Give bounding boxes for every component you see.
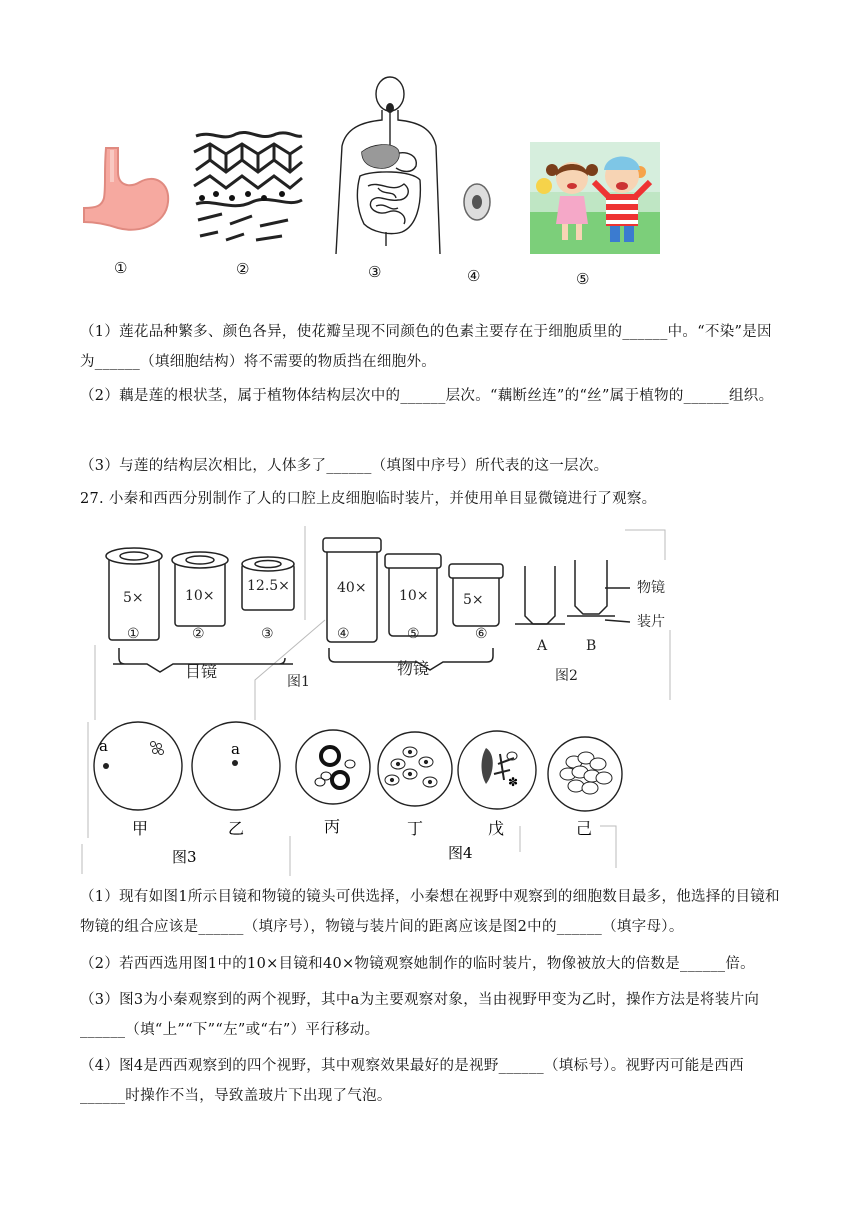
- figure-3-caption: 图3: [172, 848, 197, 866]
- figure-4-caption: 图4: [448, 844, 473, 862]
- figure-label-3: ③: [368, 263, 382, 281]
- fig2-a-label: A: [537, 638, 548, 654]
- lens-number-4: ④: [337, 626, 350, 642]
- fig4-view-bing: 丙: [324, 817, 341, 836]
- fig2-slide-label: 装片: [637, 614, 665, 630]
- lens-number-5: ⑤: [407, 626, 420, 642]
- lens-number-2: ②: [192, 626, 205, 642]
- figure-label-1: ①: [114, 259, 128, 277]
- fig3-view-yi: 乙: [228, 819, 245, 838]
- lens-label-2: 10×: [185, 588, 215, 604]
- figure-1-caption: 图1: [287, 674, 310, 690]
- question-27-1: （1）现有如图1所示目镜和物镜的镜头可供选择，小秦想在视野中观察到的细胞数目最多，他选择的目镜和物镜的组合应该是______（填序号），物镜与装片间的距离应该是图2中的______（填字母）。: [80, 889, 780, 935]
- figure-2-caption: 图2: [555, 668, 578, 684]
- lens-label-1: 5×: [123, 590, 144, 606]
- fig4-view-ji: 己: [576, 819, 593, 838]
- lens-label-6: 5×: [463, 592, 484, 608]
- figure-1-lenses: [85, 520, 685, 720]
- svg-text:✽: ✽: [508, 775, 519, 789]
- lens-label-3: 12.5×: [247, 578, 290, 594]
- lens-label-4: 40×: [337, 580, 367, 596]
- question-26-2: （2）藕是莲的根状茎，属于植物体结构层次中的______层次。“藕断丝连”的“丝”属于植物的______组织。: [80, 388, 774, 404]
- fig4-view-wu: 戊: [488, 819, 505, 838]
- fig3-mark-a-1: a: [99, 737, 108, 755]
- question-27-title: 27. 小秦和西西分别制作了人的口腔上皮细胞临时装片，并使用单目显微镜进行了观察。: [80, 491, 657, 507]
- question-27-3: （3）图3为小秦观察到的两个视野，其中a为主要观察对象，当由视野甲变为乙时，操作方法是将装片向______（填“上”“下”“左”或“右”）平行移动。: [80, 992, 760, 1038]
- figure-label-4: ④: [467, 267, 481, 285]
- stomach-illustration: [78, 142, 174, 238]
- question-26-1: （1）莲花品种繁多、颜色各异，使花瓣呈现不同颜色的色素主要存在于细胞质里的______中。“不染”是因为______（填细胞结构）将不需要的物质挡在细胞外。: [80, 324, 772, 370]
- lens-number-3: ③: [261, 626, 274, 642]
- question-27-2: （2）若西西选用图1中的10×目镜和40×物镜观察她制作的临时装片，物像被放大的倍数是______倍。: [80, 956, 755, 972]
- objective-label: 物镜: [397, 659, 430, 678]
- fig4-view-ding: 丁: [407, 819, 424, 838]
- human-digestive-illustration: [332, 76, 442, 258]
- question-27-4: （4）图4是西西观察到的四个视野，其中观察效果最好的是视野______（填标号）。视野丙可能是西西______时操作不当，导致盖玻片下出现了气泡。: [80, 1058, 744, 1104]
- lens-label-5: 10×: [399, 588, 429, 604]
- cell-illustration: [462, 182, 492, 222]
- tissue-illustration: [192, 128, 304, 248]
- figure-label-2: ②: [236, 260, 250, 278]
- figure-3-4-views: [80, 718, 640, 878]
- fig3-mark-a-2: a: [231, 740, 240, 758]
- fig2-objective-label: 物镜: [637, 580, 665, 596]
- eyepiece-label: 目镜: [185, 662, 218, 681]
- figure-label-5: ⑤: [576, 270, 590, 288]
- children-illustration: [530, 142, 660, 254]
- lens-number-1: ①: [127, 626, 140, 642]
- fig2-b-label: B: [586, 638, 597, 654]
- question-26-3: （3）与莲的结构层次相比，人体多了______（填图中序号）所代表的这一层次。: [80, 458, 609, 474]
- lens-number-6: ⑥: [475, 626, 488, 642]
- figure-top: [70, 70, 790, 300]
- fig3-view-jia: 甲: [132, 819, 149, 838]
